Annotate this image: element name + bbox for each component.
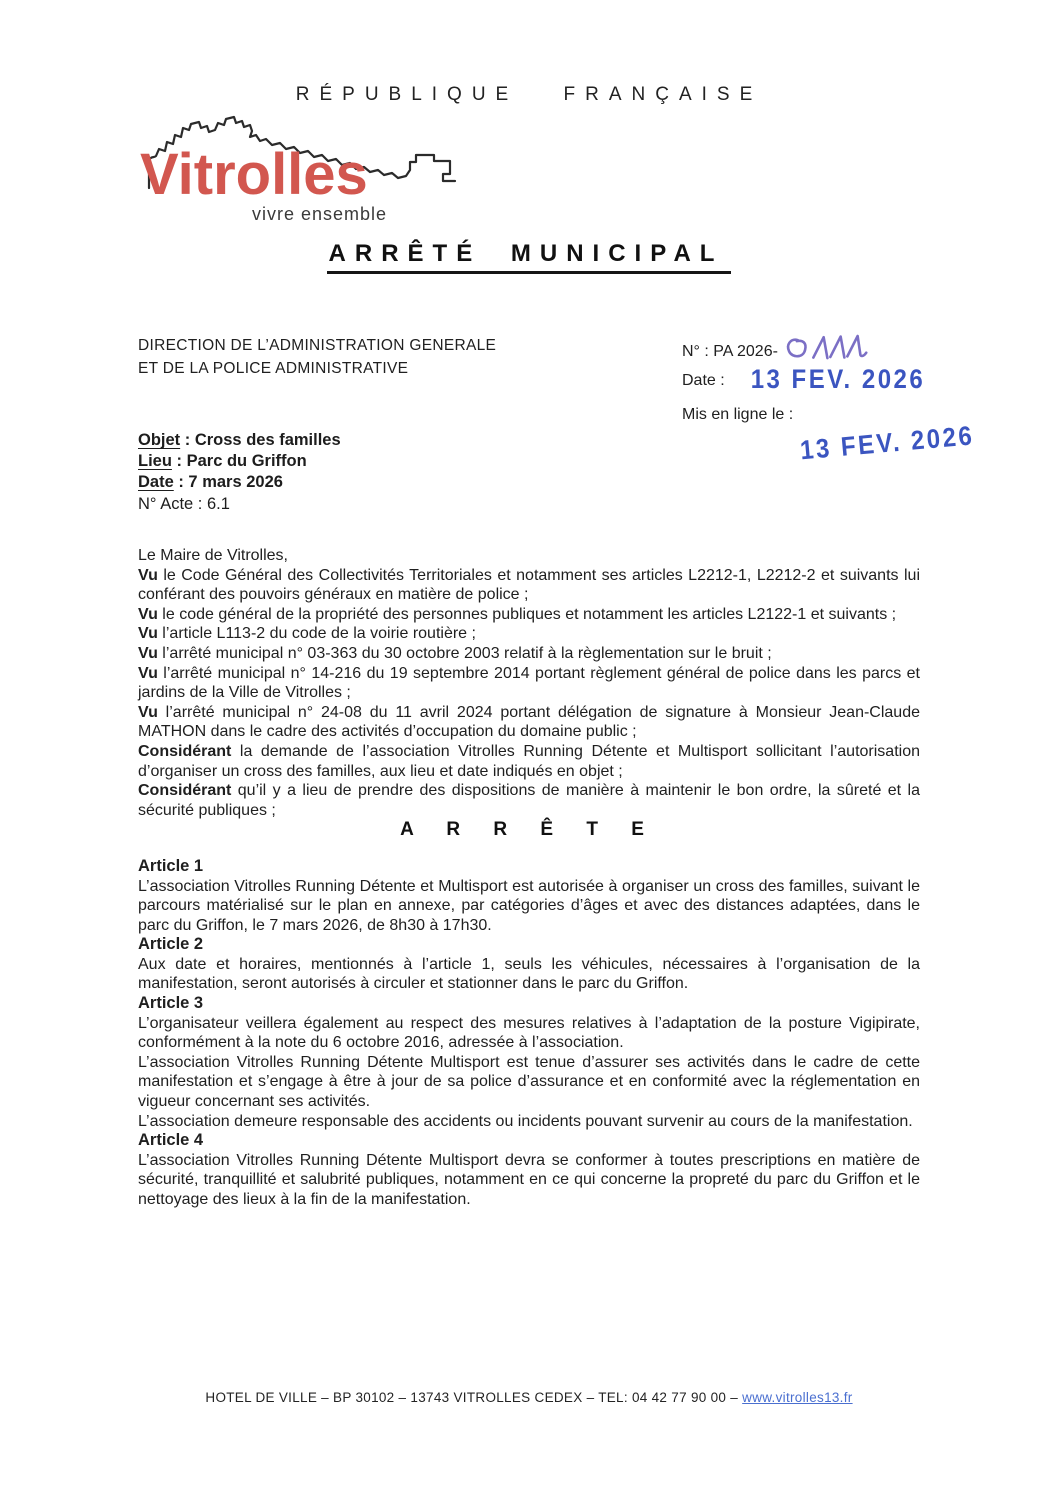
vitrolles-logo: [140, 112, 500, 232]
recital: Vu l’arrêté municipal n° 14-216 du 19 septembre 2014 portant règlement général de police dans les parcs et jardins de la Ville de Vitrolles ;: [138, 664, 920, 702]
reference-block: [682, 330, 976, 467]
subject-objet: Objet : Cross des familles: [138, 431, 341, 449]
arrete-heading: A R R Ê T E: [400, 819, 658, 841]
recital: Considérant la demande de l’association Vitrolles Running Détente et Multisport sollicitant l’autorisation d’organiser un cross des familles, aux lieu et date indiqués en objet ;: [138, 742, 920, 780]
subject-lieu: Lieu : Parc du Griffon: [138, 452, 307, 471]
footer: [0, 1390, 1058, 1405]
logo-wordmark: Vitrolles: [140, 142, 368, 207]
number-label: N° : PA 2026-: [682, 343, 778, 360]
online-label: Mis en ligne le :: [682, 406, 794, 423]
article-3-paragraph: L’association Vitrolles Running Détente Multisport est tenue d’assurer ses activités dans le cadre de cette manifestation et s’engage à être à jour de sa police d’assurance et en conformité avec la réglementation en vigueur concernant ses activités.: [138, 1053, 920, 1111]
article-1-paragraph: L’association Vitrolles Running Détente et Multisport est autorisée à organiser un cross des familles, suivant le parcours matérialisé sur le plan en annexe, par catégories d’âges et avec des distances adaptées, dans le parc du Griffon, le 7 mars 2026, de 8h30 à 17h30.: [138, 877, 920, 934]
article-4-paragraph: L’association Vitrolles Running Détente Multisport devra se conformer à toutes prescriptions en matière de sécurité, tranquillité et salubrité publiques, notamment en ce qui concerne la propreté du parc du Griffon et le nettoyage des lieux à la fin de la manifestation.: [138, 1151, 920, 1208]
issuing-direction: [138, 334, 496, 381]
subject-date: Date : 7 mars 2026: [138, 473, 283, 492]
logo-tagline: vivre ensemble: [252, 204, 388, 224]
direction-line2: ET DE LA POLICE ADMINISTRATIVE: [138, 360, 409, 378]
handwritten-number-icon: [781, 328, 876, 365]
article-4-heading: Article 4: [138, 1131, 204, 1150]
reference-number-row: [682, 330, 975, 364]
salutation: Le Maire de Vitrolles,: [138, 547, 288, 564]
recital: Vu le Code Général des Collectivités Territoriales et notamment ses articles L2212-1, L2212-2 et suivants lui conférant des pouvoirs généraux en matière de police ;: [138, 566, 920, 604]
acte-number: N° Acte : 6.1: [138, 495, 230, 514]
subject-block: [138, 430, 341, 515]
article-2-heading: Article 2: [138, 935, 204, 954]
recital: Vu le code général de la propriété des personnes publiques et notamment les articles L2122-1 et suivants ;: [138, 605, 897, 623]
document-title: ARRÊTÉ MUNICIPAL: [0, 240, 1058, 274]
date-stamp: 13 FEV. 2026: [750, 364, 926, 395]
article-3-paragraph: L’association demeure responsable des accidents ou incidents pouvant survenir au cours de la manifestation.: [138, 1112, 913, 1130]
article-2-paragraph: Aux date et horaires, mentionnés à l’article 1, seuls les véhicules, nécessaires à l’organisation de la manifestation, seront autorisés à circuler et stationner dans le parc du Griffon.: [138, 955, 920, 993]
recital: Vu l’article L113-2 du code de la voirie routière ;: [138, 625, 476, 643]
online-row: [682, 406, 975, 424]
article-1-heading: Article 1: [138, 856, 204, 875]
recital: Considérant qu’il y a lieu de prendre des dispositions de manière à maintenir le bon ordre, la sûreté et la sécurité publiques ;: [138, 782, 920, 819]
footer-text: HOTEL DE VILLE – BP 30102 – 13743 VITROLLES CEDEX – TEL: 04 42 77 90 00 –: [205, 1390, 743, 1405]
recital: Vu l’arrêté municipal n° 24-08 du 11 avril 2024 portant délégation de signature à Monsieur Jean-Claude MATHON dans le cadre des activités d’occupation du domaine public ;: [138, 703, 920, 741]
recital: Vu l’arrêté municipal n° 03-363 du 30 octobre 2003 relatif à la règlementation sur le bruit ;: [138, 644, 772, 662]
article-3-heading: Article 3: [138, 994, 204, 1013]
republic-line: RÉPUBLIQUE FRANÇAISE: [295, 84, 763, 105]
online-stamp: 13 FEV. 2026: [798, 420, 976, 467]
direction-line1: DIRECTION DE L’ADMINISTRATION GENERALE: [138, 337, 497, 354]
article-3-paragraph: L’organisateur veillera également au respect des mesures relatives à l’adaptation de la posture Vigipirate, conformément à la note du 6 octobre 2016, adressée à l’association.: [138, 1014, 920, 1052]
document-body: [138, 546, 920, 1210]
date-label: Date :: [682, 372, 725, 389]
date-row: [682, 366, 975, 394]
footer-website-link[interactable]: www.vitrolles13.fr: [742, 1390, 853, 1405]
